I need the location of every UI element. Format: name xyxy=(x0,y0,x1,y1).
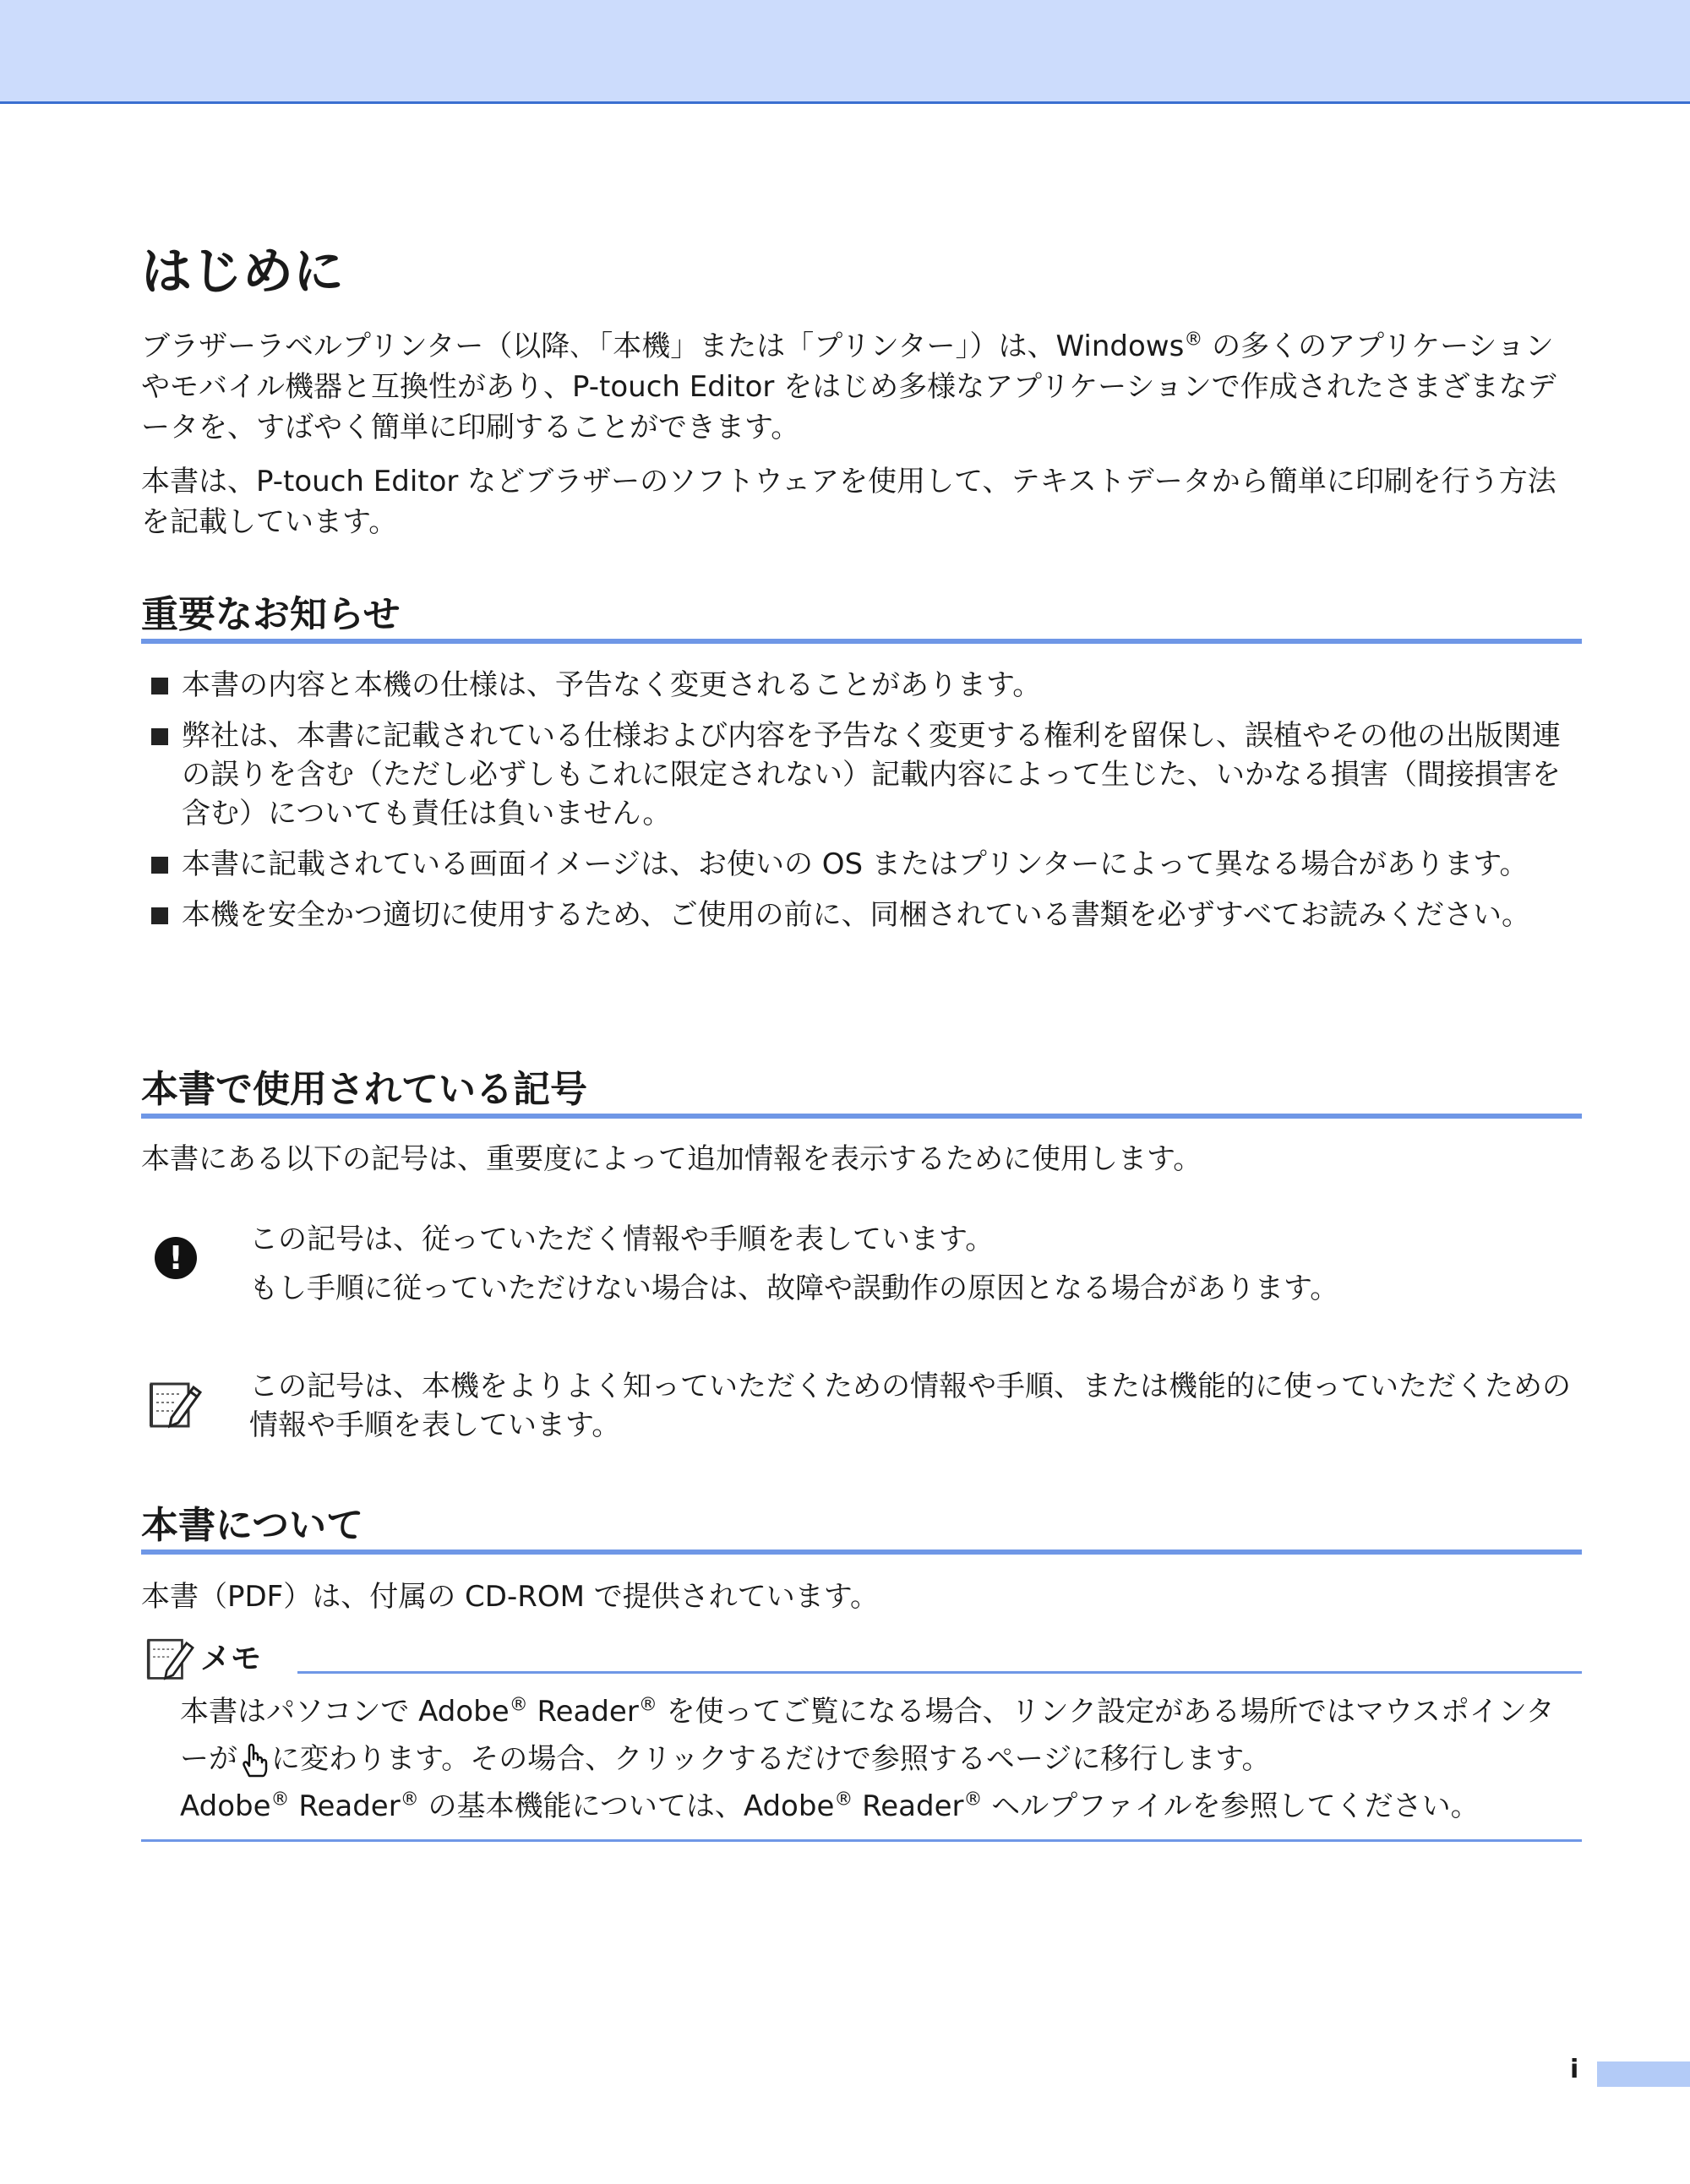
section-heading-notice xyxy=(141,591,1582,644)
symbols-intro: 本書にある以下の記号は、重要度によって追加情報を表示するために使用します。 xyxy=(141,1142,1202,1176)
memo-paragraph-1: 本書はパソコンで Adobe® Reader® を使ってご覧になる場合、リンク設定がある場所ではマウスポインターが に変わります。その場合、クリックするだけで参照するページに移行します。 xyxy=(180,1688,1582,1783)
header-band xyxy=(0,0,1690,104)
section-title: 本書について xyxy=(141,1504,364,1547)
list-item: 弊社は、本書に記載されている仕様および内容を予告なく変更する権利を留保し、誤植やその他の出版関連の誤りを含む（ただし必ずしもこれに限定されない）記載内容によって生じた、いかなる損害（間接損害を含む）についても責任は負いません。 xyxy=(151,716,1582,833)
section-heading-about xyxy=(141,1502,1582,1555)
intro-paragraph-1: ブラザーラベルプリンター（以降､「本機」または「プリンター」）は、Windows® の多くのアプリケーションやモバイル機器と互換性があり、P-touch Editor をはじめ多様なアプリケーションで作成されたさまざまなデータを、すばやく簡単に印刷することができます。 xyxy=(141,329,1556,444)
note-text: この記号は、本機をよりよく知っていただくための情報や手順、または機能的に使っていただくための情報や手順を表しています。 xyxy=(249,1370,1571,1442)
memo-bottom-divider xyxy=(141,1839,1582,1842)
square-bullet-icon xyxy=(151,678,168,694)
important-text-1: この記号は、従っていただく情報や手順を表しています。 xyxy=(249,1223,995,1256)
section-title: 本書で使用されている記号 xyxy=(141,1068,587,1111)
intro-paragraph-2: 本書は、P-touch Editor などブラザーのソフトウェアを使用して、テキストデータから簡単に印刷を行う方法を記載しています。 xyxy=(141,465,1556,539)
about-text: 本書（PDF）は、付属の CD-ROM で提供されています。 xyxy=(141,1580,880,1614)
list-item: 本書の内容と本機の仕様は、予告なく変更されることがあります。 xyxy=(151,666,1582,705)
memo-heading xyxy=(141,1632,1582,1683)
note-pencil-icon xyxy=(148,1377,202,1430)
square-bullet-icon xyxy=(151,907,168,924)
square-bullet-icon xyxy=(151,728,168,745)
memo-paragraph-2: Adobe® Reader® の基本機能については、Adobe® Reader® ヘルプファイルを参照してください。 xyxy=(180,1789,1480,1823)
memo-label: メモ xyxy=(200,1642,262,1676)
hand-pointer-icon xyxy=(237,1742,271,1779)
memo-pencil-icon xyxy=(144,1634,195,1681)
important-icon: ! xyxy=(155,1237,197,1279)
list-item: 本機を安全かつ適切に使用するため、ご使用の前に、同梱されている書類を必ずすべてお読みください。 xyxy=(151,896,1582,934)
section-title: 重要なお知らせ xyxy=(141,593,401,636)
memo-body xyxy=(180,1688,1582,1830)
list-item: 本書に記載されている画面イメージは、お使いの OS またはプリンターによって異なる場合があります。 xyxy=(151,845,1582,884)
page-number: i xyxy=(1570,2055,1579,2084)
page-title: はじめに xyxy=(141,242,344,302)
square-bullet-icon xyxy=(151,857,168,874)
memo-divider xyxy=(297,1671,1582,1674)
notice-list xyxy=(151,666,1582,946)
page-tab xyxy=(1597,2061,1690,2087)
section-heading-symbols xyxy=(141,1066,1582,1119)
important-text-2: もし手順に従っていただけない場合は、故障や誤動作の原因となる場合があります。 xyxy=(249,1272,1339,1305)
